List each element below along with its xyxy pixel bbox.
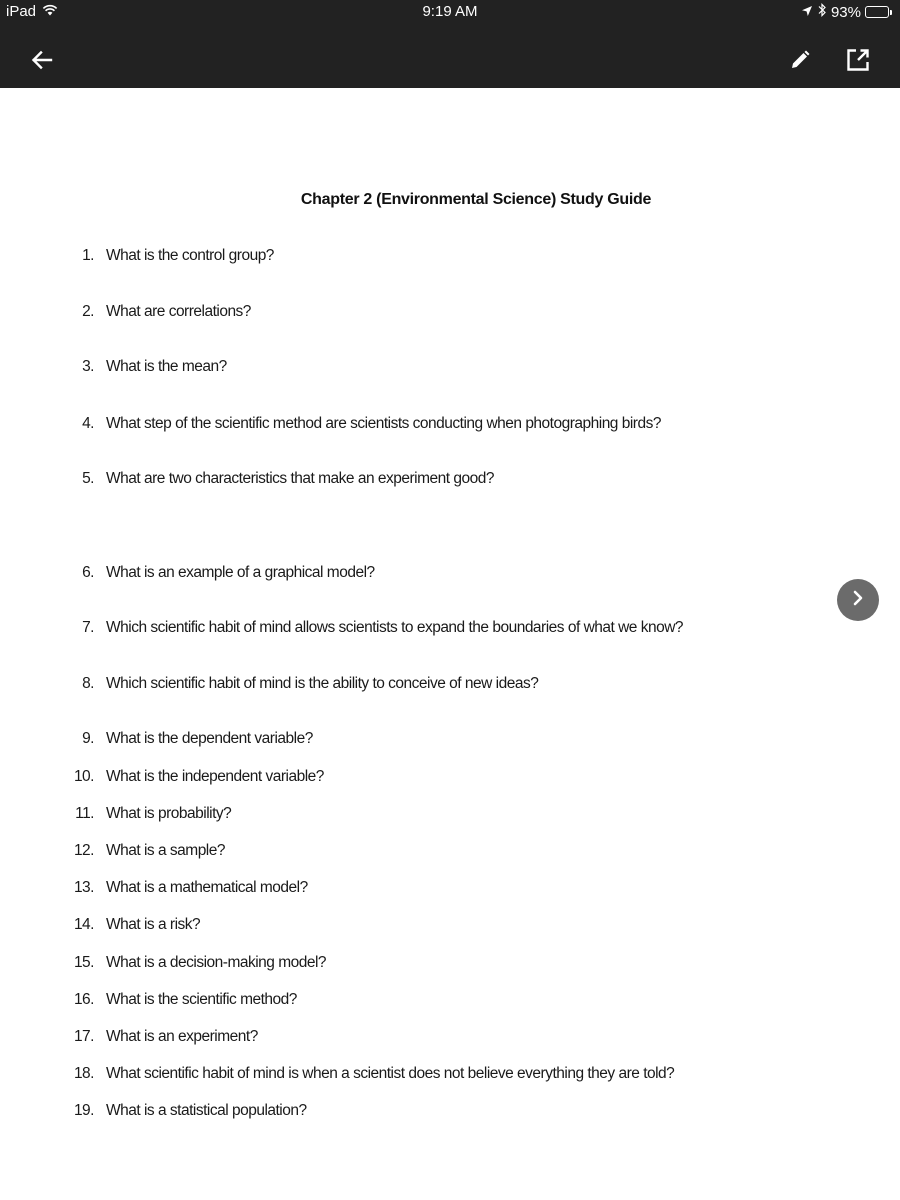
open-external-icon — [845, 47, 871, 78]
question-number: 15. — [73, 954, 94, 971]
question-number: 18. — [73, 1065, 94, 1082]
question-text: What is the mean? — [106, 358, 227, 375]
pencil-icon — [788, 48, 812, 77]
status-right — [801, 3, 892, 21]
question-number: 7. — [82, 619, 94, 636]
question-item — [0, 303, 900, 325]
question-number: 8. — [82, 675, 94, 692]
question-item — [0, 564, 900, 586]
question-text: What is the control group? — [106, 247, 274, 264]
question-number: 5. — [82, 470, 94, 487]
question-list — [0, 88, 900, 1200]
question-text: Which scientific habit of mind is the ability to conceive of new ideas? — [106, 675, 539, 692]
question-number: 10. — [73, 768, 94, 785]
question-item — [0, 675, 900, 697]
question-item — [0, 1065, 900, 1087]
question-number: 16. — [73, 991, 94, 1008]
question-text: What is a decision-making model? — [106, 954, 327, 971]
question-item — [0, 247, 900, 269]
arrow-left-icon — [30, 48, 54, 77]
open-external-button[interactable] — [838, 42, 878, 82]
question-text: What are correlations? — [106, 303, 251, 320]
question-number: 14. — [73, 916, 94, 933]
question-item — [0, 358, 900, 380]
question-text: What is the independent variable? — [106, 768, 324, 785]
question-item — [0, 470, 900, 492]
question-number: 17. — [73, 1028, 94, 1045]
question-item — [0, 1102, 900, 1124]
next-page-button[interactable] — [837, 579, 879, 621]
question-item — [0, 991, 900, 1013]
question-text: What are two characteristics that make an experiment good? — [106, 470, 494, 487]
question-text: What is probability? — [106, 805, 232, 822]
device-name: iPad — [6, 3, 37, 20]
question-text: What step of the scientific method are scientists conducting when photographing birds? — [106, 415, 661, 432]
question-text: Which scientific habit of mind allows scientists to expand the boundaries of what we know? — [106, 619, 684, 636]
question-number: 12. — [73, 842, 94, 859]
battery-icon — [865, 6, 892, 18]
question-number: 11. — [75, 805, 94, 822]
question-item — [0, 916, 900, 938]
question-item — [0, 619, 900, 641]
chevron-right-icon — [849, 589, 867, 612]
question-number: 1. — [82, 247, 94, 264]
question-number: 3. — [82, 358, 94, 375]
question-text: What is a statistical population? — [106, 1102, 307, 1119]
edit-button[interactable] — [780, 42, 820, 82]
question-number: 6. — [82, 564, 94, 581]
question-item — [0, 954, 900, 976]
question-number: 9. — [82, 730, 94, 747]
document-title: Chapter 2 (Environmental Science) Study Guide — [300, 191, 652, 208]
question-item — [0, 1028, 900, 1050]
top-bar — [0, 0, 900, 88]
question-item — [0, 805, 900, 827]
status-time: 9:19 AM — [422, 3, 478, 20]
question-item — [0, 879, 900, 901]
bluetooth-icon — [817, 3, 827, 21]
question-item — [0, 415, 900, 437]
question-text: What is an example of a graphical model? — [106, 564, 375, 581]
status-bar — [0, 0, 900, 24]
back-button[interactable] — [22, 42, 62, 82]
question-text: What is a mathematical model? — [106, 879, 308, 896]
question-item — [0, 730, 900, 752]
question-text: What is an experiment? — [106, 1028, 258, 1045]
question-item — [0, 768, 900, 790]
question-number: 19. — [73, 1102, 94, 1119]
question-item — [0, 842, 900, 864]
question-text: What is a risk? — [106, 916, 201, 933]
question-number: 4. — [82, 415, 94, 432]
document-page — [0, 88, 900, 1200]
location-arrow-icon — [801, 4, 813, 21]
question-text: What is the scientific method? — [106, 991, 297, 1008]
question-text: What scientific habit of mind is when a scientist does not believe everything they are told? — [106, 1065, 675, 1082]
battery-percent: 93% — [830, 3, 861, 21]
question-number: 13. — [73, 879, 94, 896]
question-number: 2. — [82, 303, 94, 320]
question-text: What is the dependent variable? — [106, 730, 313, 747]
question-text: What is a sample? — [106, 842, 225, 859]
